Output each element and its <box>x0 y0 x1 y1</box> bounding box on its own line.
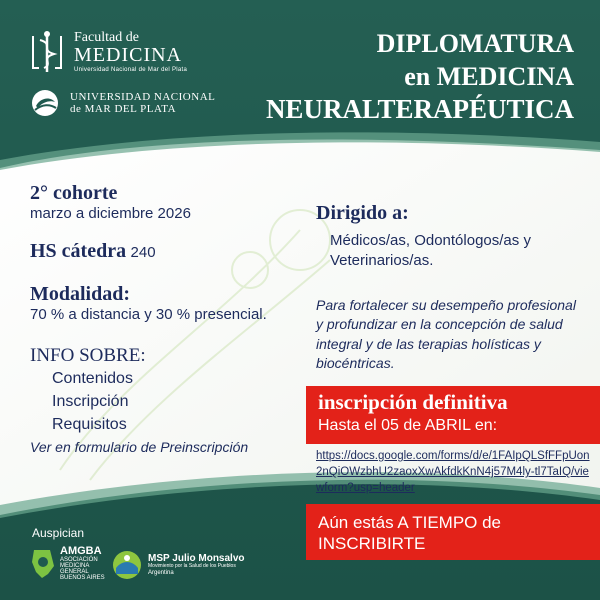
main-title <box>266 28 574 127</box>
facultad-main: MEDICINA <box>74 44 182 66</box>
msp-country: Argentina <box>148 569 174 576</box>
program-details <box>30 182 300 455</box>
title-line3: NEURALTERAPÉUTICA <box>265 94 574 124</box>
info-item-contenidos: Contenidos <box>52 370 133 387</box>
msp-globe-icon <box>110 548 144 582</box>
tiempo-banner <box>306 504 600 560</box>
buenos-aires-map-icon <box>30 548 56 580</box>
caduceus-icon <box>30 30 64 74</box>
institution-logos <box>30 30 215 118</box>
info-item-requisitos: Requisitos <box>52 416 127 434</box>
universidad-line2: de MAR DEL PLATA <box>70 103 177 115</box>
amgba-line2: MEDICINA <box>60 563 90 569</box>
unmdp-emblem-icon <box>30 88 60 118</box>
tiempo-line1: Aún estás A TIEMPO de <box>318 513 502 532</box>
amgba-line1: ASOCIACIÓN <box>60 557 98 563</box>
info-item-inscripcion: Inscripción <box>52 393 129 411</box>
inscripcion-title: inscripción definitiva <box>318 390 508 414</box>
amgba-title: AMGBA <box>60 545 102 557</box>
audience-section <box>316 202 576 374</box>
dirigido-line2: Veterinarios/as. <box>330 252 434 270</box>
hs-value: 240 <box>130 244 156 261</box>
inscripcion-deadline: Hasta el 05 de ABRIL en: <box>318 417 498 434</box>
inscripcion-banner <box>306 386 600 444</box>
facultad-sub: Universidad Nacional de Mar del Plata <box>74 67 188 73</box>
msp-title: MSP Julio Monsalvo <box>148 553 245 565</box>
facultad-top: Facultad de <box>74 30 139 45</box>
hs-heading: HS cátedra <box>30 240 127 262</box>
msp-logo <box>110 548 245 582</box>
universidad-logo <box>30 88 215 118</box>
info-footer: Ver en formulario de Preinscripción <box>30 438 249 455</box>
title-line2: en MEDICINA <box>404 61 574 91</box>
universidad-line1: UNIVERSIDAD NACIONAL <box>70 90 216 103</box>
msp-sub: Movimiento por la Salud de los Pueblos <box>148 563 236 570</box>
dirigido-heading: Dirigido a: <box>316 202 409 224</box>
form-link[interactable]: https://docs.google.com/forms/d/e/1FAIpQLSfFFpUon2nQiOWzbhU2zaoxXwAkfdkKnN4j57M4ly-tl7TaIQ/viewform?usp=header <box>316 450 590 495</box>
modalidad-heading: Modalidad: <box>30 283 131 305</box>
info-heading: INFO SOBRE: <box>30 345 146 366</box>
amgba-line4: BUENOS AIRES <box>60 575 105 581</box>
facultad-logo <box>30 30 215 74</box>
modalidad-value: 70 % a distancia y 30 % presencial. <box>30 306 267 323</box>
amgba-line3: GENERAL <box>60 569 89 575</box>
amgba-logo <box>30 546 105 581</box>
cohorte-dates: marzo a diciembre 2026 <box>30 205 191 222</box>
title-line1: DIPLOMATURA <box>376 29 574 58</box>
auspician-label: Auspician <box>32 526 85 540</box>
fortalecer-text: Para fortalecer su desempeño profesional y profundizar en la concepción de salud integral y de las terapias holísticas y biocéntricas. <box>316 296 576 372</box>
dirigido-line1: Médicos/as, Odontólogos/as y <box>330 232 531 249</box>
tiempo-line2: INSCRIBIRTE <box>318 534 426 554</box>
cohorte-heading: 2° cohorte <box>30 182 118 204</box>
